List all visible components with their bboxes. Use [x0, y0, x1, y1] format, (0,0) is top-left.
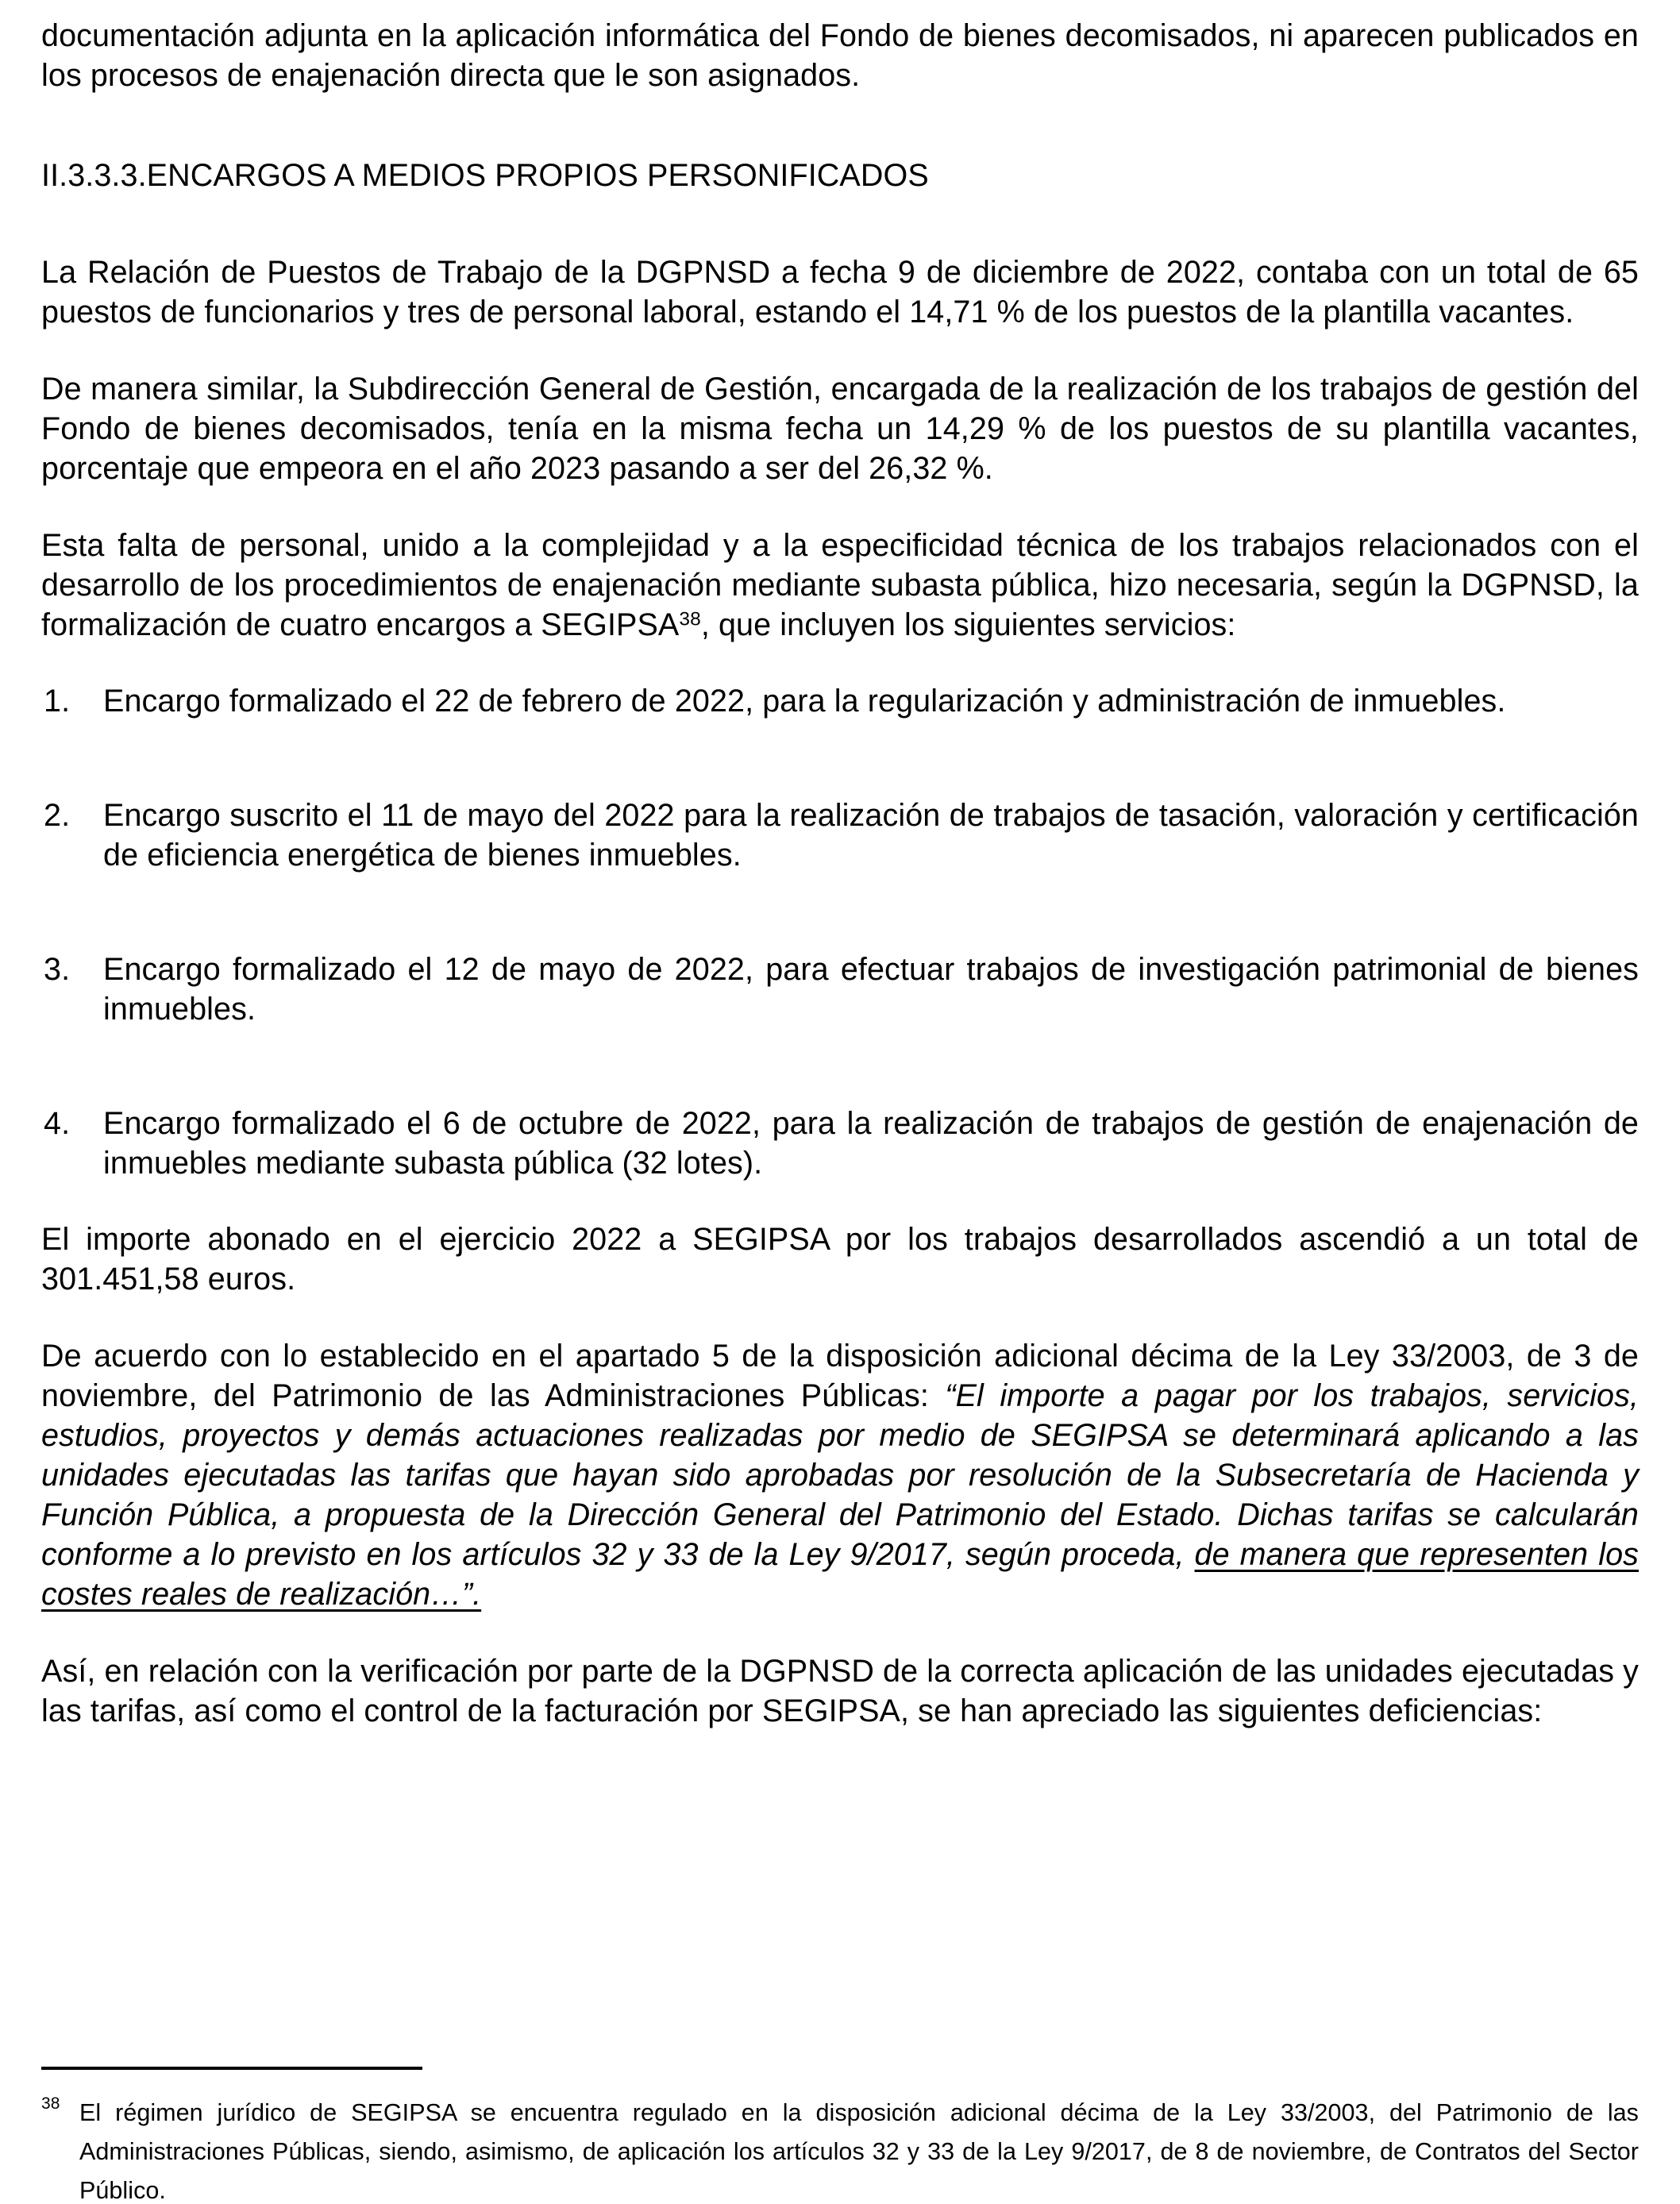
list-item-text: Encargo formalizado el 12 de mayo de 2022, para efectuar trabajos de investigación patrimonial de bienes inmuebles. — [103, 952, 1639, 1027]
legal-quote-underlined: de manera que representen los costes reales de realización…”. — [41, 1537, 1639, 1612]
section-heading-title: ENCARGOS A MEDIOS PROPIOS PERSONIFICADOS — [146, 158, 929, 193]
spacer — [41, 1614, 1639, 1651]
paragraph-ley — [41, 1336, 1639, 1614]
list-item — [41, 1104, 1639, 1183]
footnote-area — [41, 2067, 1639, 2204]
spacer — [41, 488, 1639, 526]
list-item-marker: 1. — [44, 684, 71, 719]
spacer — [41, 332, 1639, 369]
list-item-marker: 4. — [44, 1106, 71, 1141]
spacer — [41, 195, 1639, 252]
spacer — [41, 645, 1639, 681]
page-content — [41, 0, 1639, 1731]
list-item-marker: 3. — [44, 952, 71, 987]
encargos-list — [41, 681, 1639, 1183]
list-item-text: Encargo formalizado el 22 de febrero de 2022, para la regularización y administración de inmuebles. — [103, 684, 1506, 719]
list-item — [41, 796, 1639, 875]
footnote-38 — [41, 2094, 1639, 2204]
footnote-number: 38 — [41, 2094, 60, 2113]
list-item — [41, 681, 1639, 721]
paragraph-verificacion: Así, en relación con la verificación por parte de la DGPNSD de la correcta aplicación de las unidades ejecutadas y las tarifas, así como el control de la facturación por SEGIPSA, se han apreciado las siguientes deficiencias: — [41, 1654, 1639, 1728]
spacer — [41, 95, 1639, 156]
paragraph-falta-personal-before: Esta falta de personal, unido a la complejidad y a la especificidad técnica de los trabajos relacionados con el desarrollo de los procedimientos de enajenación mediante subasta pública, hizo necesaria, según la DGPNSD, la formalización de cuatro encargos a SEGIPSA — [41, 528, 1639, 642]
legal-quote-text: “El importe a pagar por los trabajos, servicios, estudios, proyectos y demás actuaciones realizadas por medio de SEGIPSA se determinará aplicando a las unidades ejecutadas las tarifas que hayan sido aprobadas por resolución de la Subsecretaría de Hacienda y Función Pública, a propuesta de la Dirección General del Patrimonio del Estado. Dichas tarifas se calcularán conforme a lo previsto en los artículos 32 y 33 de la Ley 9/2017, según proceda, — [41, 1378, 1639, 1572]
section-heading — [41, 156, 1639, 195]
paragraph-continued: documentación adjunta en la aplicación informática del Fondo de bienes decomisados, ni aparecen publicados en los procesos de enajenación directa que le son asignados. — [41, 18, 1639, 93]
spacer — [41, 1183, 1639, 1220]
list-item-marker: 2. — [44, 798, 71, 833]
paragraph-ley-leadin: De acuerdo con lo establecido en el apartado 5 de la disposición adicional décima de la Ley 33/2003, de 3 de noviembre, del Patrimonio de las Administraciones Públicas — [41, 1339, 1639, 1413]
list-item-text: Encargo suscrito el 11 de mayo del 2022 para la realización de trabajos de tasación, valoración y certificación de eficiencia energética de bienes inmuebles. — [103, 798, 1639, 873]
footnote-text: El régimen jurídico de SEGIPSA se encuentra regulado en la disposición adicional décima de la Ley 33/2003, del Patrimonio de las Administraciones Públicas, siendo, asimismo, de aplicación los artículos 32 y 33 de la Ley 9/2017, de 8 de noviembre, de Contratos del Sector Público. — [79, 2099, 1639, 2204]
list-item — [41, 950, 1639, 1029]
paragraph-subdireccion: De manera similar, la Subdirección General de Gestión, encargada de la realización de los trabajos de gestión del Fondo de bienes decomisados, tenía en la misma fecha un 14,29 % de los puestos de su plantilla vacantes, porcentaje que empeora en el año 2023 pasando a ser del 26,32 %. — [41, 372, 1639, 486]
paragraph-ley-colon: : — [919, 1378, 946, 1413]
spacer — [41, 1299, 1639, 1336]
section-heading-number: II.3.3.3. — [41, 158, 147, 193]
paragraph-rpt: La Relación de Puestos de Trabajo de la DGPNSD a fecha 9 de diciembre de 2022, contaba con un total de 65 puestos de funcionarios y tres de personal laboral, estando el 14,71 % de los puestos de la plantilla vacantes. — [41, 255, 1639, 329]
paragraph-falta-personal — [41, 526, 1639, 645]
list-item-text: Encargo formalizado el 6 de octubre de 2022, para la realización de trabajos de gestión de enajenación de inmuebles mediante subasta pública (32 lotes). — [103, 1106, 1639, 1181]
footnote-reference-38[interactable]: 38 — [679, 608, 701, 630]
footnote-separator-rule — [41, 2067, 422, 2070]
paragraph-importe: El importe abonado en el ejercicio 2022 a SEGIPSA por los trabajos desarrollados ascendió a un total de 301.451,58 euros. — [41, 1222, 1639, 1297]
paragraph-falta-personal-after: , que incluyen los siguientes servicios: — [700, 607, 1236, 642]
